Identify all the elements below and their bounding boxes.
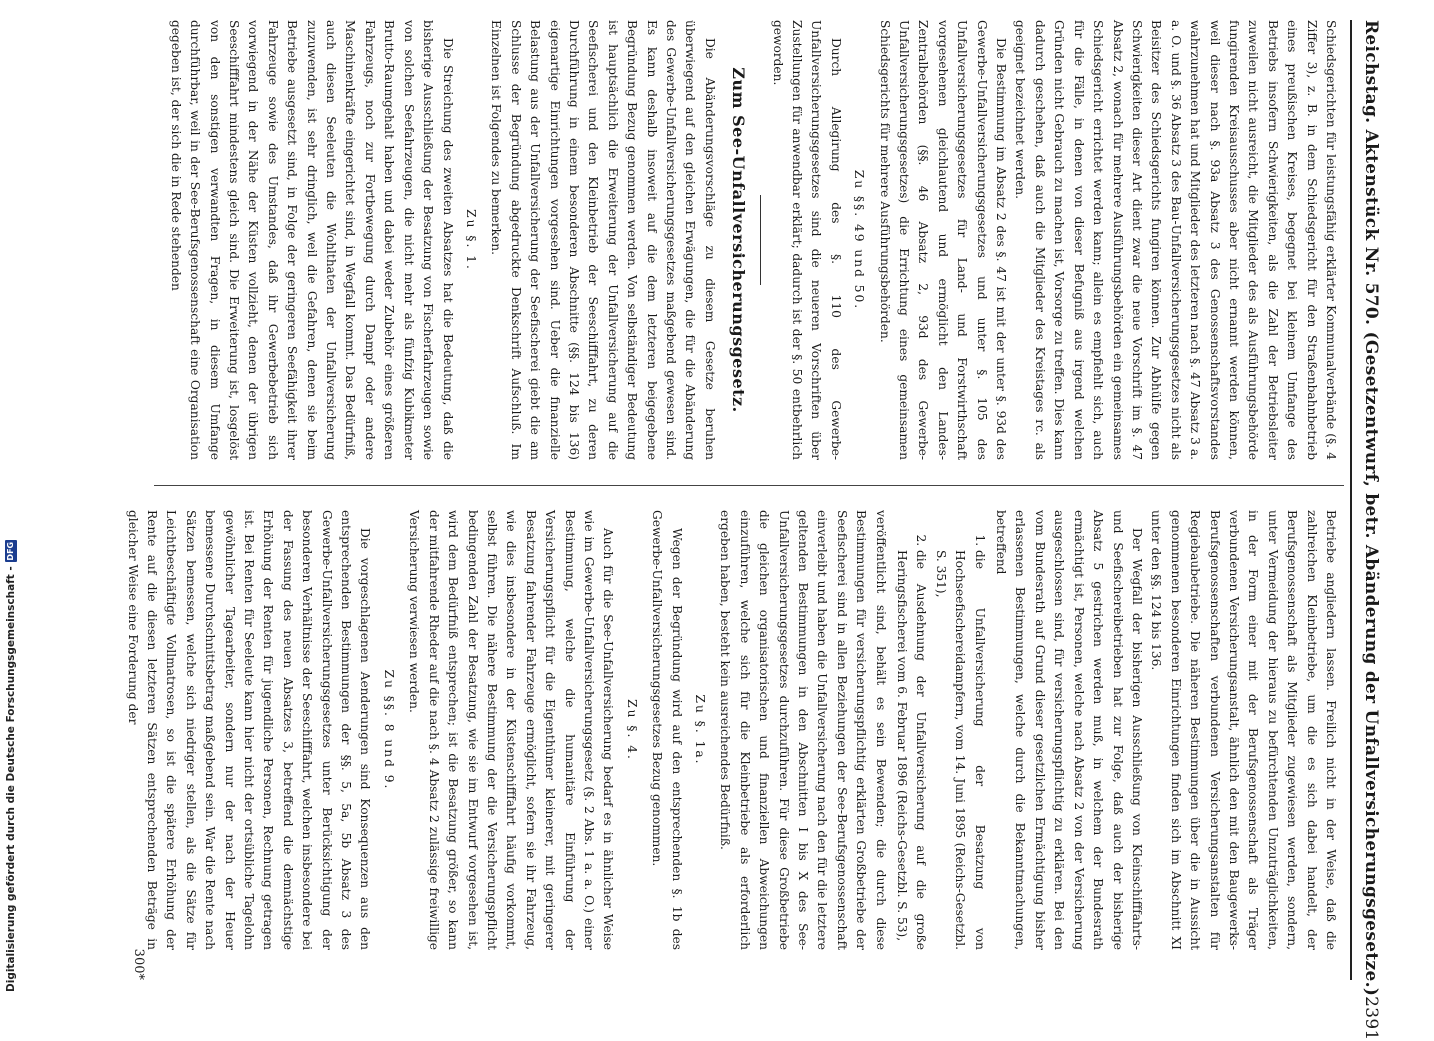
subheading: Zu §§. 49 und 50. [852,169,867,311]
header-title: Reichstag. Aktenstück Nr. 570. (Gesetzentwurf, betr. Abänderung der Unfallversicherungsgesetze.) [1361,20,1381,997]
subheading: Zu §. 1a. [693,694,707,766]
left-column [155,20,1340,460]
paragraph: Der Wegfall der bisherigen Ausschließung von Kleinschifffahrts- und Seefischereibetrieben hat zur Folge, daß auch der bisherige Absatz 5 gestrichen werden muß, in welchem der Bundesrath ermächtigt ist, Personen, welche nach Absatz 2 von der Versicherung ausgeschlossen sind, für versicherungspflichtig zu erklären. Bei den vom Bundesrath auf Grund dieser gesetzlichen Ermächtigung bisher erlassenen Bestimmungen, welche durch die Bekanntmachungen, betreffend [994,510,1144,950]
paragraph: Durch Allegirung des §. 110 des Gewerbe-Unfallversicherungsgesetzes sind die neueren Vorschriften über Zustellungen für anwendbar erklärt; dadurch ist der §. 50 entbehrlich geworden. [770,20,843,460]
paragraph: Die Abänderungsvorschläge zu diesem Gesetze beruhen überwiegend auf den gleichen Erwägungen, die für die Abänderung des Gewerbe-Unfallversicherungsgesetzes maßgebend gewesen sind. Es kann deshalb insoweit auf die dem letzteren beigegebene Begründung Bezug genommen werden. Von selbständiger Bedeutung ist hauptsächlich die Erweiterung der Unfallversicherung auf die Seefischerei und den Kleinbetrieb der Seeschifffahrt, zu deren Durchführung in einem besonderen Abschnitte (§§. 124 bis 136) eigenartige Einrichtungen vorgesehen sind. Ueber die finanzielle Belastung aus der Unfallversicherung der Seefischerei giebt die am Schlusse der Begründung abgedruckte Denkschrift Aufschluß. Im Einzelnen ist Folgendes zu bemerken. [489,20,717,460]
signature-mark: 300* [131,948,146,980]
paragraph: veröffentlicht sind, behält es sein Bewenden; die durch diese Bestimmungen für versicherungspflichtig erklärten Großbetriebe der Seefischerei sind in allen Beziehungen der See-Berufsgenossenschaft einverleibt und haben die Unfallversicherung nach den für die letztere geltenden Bestimmungen in den Abschnitten I bis X des See-Unfallversicherungsgesetzes durchzuführen. Für diese Großbetriebe die gleichen organisatorischen und finanziellen Abweichungen einzuführen, welche sich für die Kleinbetriebe als erforderlich ergeben haben, besteht kein ausreichendes Bedürfniß. [718,510,888,950]
digitization-text: Digitalisierung gefördert durch die Deutsche Forschungsgemeinschaft - [5,566,17,992]
paragraph: Auch für die See-Unfallversicherung bedarf es in ähnlicher Weise wie im Gewerbe-Unfallversicherungsgesetz (§. 2 Abs. 1 a. a. O.) einer Bestimmung, welche die humanitäre Einführung der Versicherungspflicht für die Eigenthümer kleinerer, mit geringerer Besatzung fahrender Fahrzeuge ermöglicht, sofern sie ihr Fahrzeug, wie dies insbesondere in der Küstenschifffahrt häufig vorkommt, selbst führen. Die nähere Bestimmung der die Versicherungspflicht bedingenden Zahl der Besatzung, wie sie im Entwurf vorgesehen ist, wird dem Bedürfniß entsprechen; ist die Besatzung größer, so kann der mitfahrende Rheder auf die nach §. 4 Absatz 2 zulässige freiwillige Versicherung verwiesen werden. [407,510,616,950]
paragraph: Schiedsgerichten für leistungsfähig erklärter Kommunalverbände (§. 4 Ziffer 3), z. B. in dem Schiedsgericht für den Straßenbahnbetrieb eines preußischen Kreises, begegnet bei kleinem Umfange des Betriebs insofern Schwierigkeiten, als die Zahl der Betriebsleiter zuweilen nicht ausreicht, die Mitglieder des als Ausführungsbehörde fungirenden Kreisausschusses aber nicht ernannt werden können, weil dieser nach §. 93a Absatz 3 des Genossenschaftsvorstandes wahrzunehmen hat und Mitglieder des letzteren nach §. 47 Absatz 3 a. a. O. und §. 36 Absatz 3 des Bau-Unfallversicherungsgesetzes nicht als Beisitzer des Schiedsgerichts fungiren können. Zur Abhülfe gegen Schwierigkeiten dieser Art dient zwar die neue Vorschrift im §. 47 Absatz 2, wonach für mehrere Ausführungsbehörden ein gemeinsames Schiedsgericht errichtet werden kann; allein es empfiehlt sich, auch für die Fälle, in denen von dieser Befugniß aus irgend welchen Gründen nicht Gebrauch zu machen ist, Vorsorge zu treffen. Dies kann dadurch geschehen, daß auch die Mitglieder des Kreistages rc. als geeignet bezeichnet werden. [1013,20,1338,460]
paragraph: Die Bestimmung im Absatz 2 des §. 47 ist mit der unter §. 93d des Gewerbe-Unfallversicherungsgesetzes und unter §. 105 des Unfallversicherungsgesetzes für Land- und Forstwirthschaft vorgesehenen gleichlautend und ermöglicht den Landes-Zentralbehörden (§§. 46 Absatz 2, 93d des Gewerbe-Unfallversicherungsgesetzes) die Errichtung eines gemeinsamen Schiedsgerichts für mehrere Ausführungsbehörden. [877,20,1009,460]
subheading: Zu §. 4. [624,699,639,761]
paragraph: Die vorgeschlagenen Aenderungen sind Konsequenzen aus den entsprechenden Bestimmungen der §§. 5, 5a, 5b Absatz 3 des Gewerbe-Unfallversicherungsgesetzes unter Berücksichtigung der besonderen Verhältnisse der Seeschifffahrt, welchen insbesondere bei der Fassung des neuen Absatzes 3, betreffend die demnächstige Erhöhung der Renten für jugendliche Personen, Rechnung getragen ist. Bei Renten für Seeleute kann hier nicht der ortsübliche Tagelohn gewöhnlicher Tagearbeiter, sondern nur der nach der Heuer bemessene Durchschnittsbetrag maßgebend sein. War die Rente nach Sätzen bemessen, welche sich niedriger stellen, als die Sätze für Leichtbeschäftigte Vollmatrosen, so ist die spätere Erhöhung der Rente auf die diesen letzteren Sätzen entsprechenden Beträge in gleicher Weise eine Forderung der [125,510,373,950]
paragraph: Wegen der Begründung wird auf den entsprechenden §. 1b des Gewerbe-Unfallversicherungsgesetzes Bezug genommen. [650,510,684,950]
section-title: Zum See-Unfallversicherungsgesetz. [729,67,749,413]
ordinance-list [892,510,989,950]
page-header [1354,20,1381,1041]
page-number: 2391 [1361,996,1381,1041]
section-divider [760,195,761,285]
header-rule [1350,20,1352,980]
column-divider [154,485,1344,486]
paragraph: Betriebe angliedern lassen. Freilich nicht in der Weise, daß die zahlreichen Kleinbetriebe, um die es sich dabei handelt, der Berufsgenossenschaft als Mitglieder zugewiesen werden, sondern, unter Vermeidung der hieraus zu befürchtenden Unzuträglichkeiten, in der Form einer mit der Berufsgenossenschaft als Träger verbundenen Versicherungsanstalt, ähnlich den mit den Baugewerks-Berufsgenossenschaften verbundenen Versicherungsanstalten für Regiebaubetriebe. Die näheren Bestimmungen über die in Aussicht genommenen besonderen Einrichtungen finden sich im Abschnitt XI unter den §§. 124 bis 136. [1149,510,1338,950]
list-item: 2. die Ausdehnung der Unfallversicherung auf die große Heringsfischerei vom 6. Februar 1896 (Reichs-Gesetzbl. S. 53), [892,550,931,950]
dfg-logo-icon: DFG [6,541,15,561]
list-item: 1. die Unfallversicherung der Besatzung von Hochseefischereidampfern, vom 14. Juni 1895 (Reichs-Gesetzbl. S. 351), [930,550,988,950]
subheading: Zu §. 1. [463,209,478,271]
right-column [125,510,1340,950]
paragraph: Die Streichung des zweiten Absatzes hat die Bedeutung, daß die bisherige Ausschließung der Besatzung von Fischerfahrzeugen sowie von solchen Seefahrzeugen, die nicht mehr als fünfzig Kubikmeter Brutto-Raumgehalt haben und dabei weder Zubehör eines größeren Fahrzeugs, noch zur Fortbewegung durch Dampf oder andere Maschinenkräfte eingerichtet sind, in Wegfall kommt. Das Bedürfniß, auch diesen Seeleuten die Wohlthaten der Unfallversicherung zuzuwenden, ist sehr dringlich, weil die Gefahren, denen sie beim Betriebe ausgesetzt sind, in Folge der geringeren Seefähigkeit ihrer Fahrzeuge sowie des Umstandes, daß ihr Gewerbebetrieb sich vorwiegend in der Nähe der Küsten vollzieht, denen der übrigen Seeschifffahrt mindestens gleich sind. Die Erweiterung ist, losgelöst von den sonstigen verwandten Fragen, in diesem Umfange durchführbar, weil in der See-Berufsgenossenschaft eine Organisation gegeben ist, der sich die in Rede stehenden [168,20,455,460]
subheading: Zu §§. 8 und 9. [381,669,396,791]
digitization-notice [0,0,22,1000]
document-page [100,20,1381,1041]
